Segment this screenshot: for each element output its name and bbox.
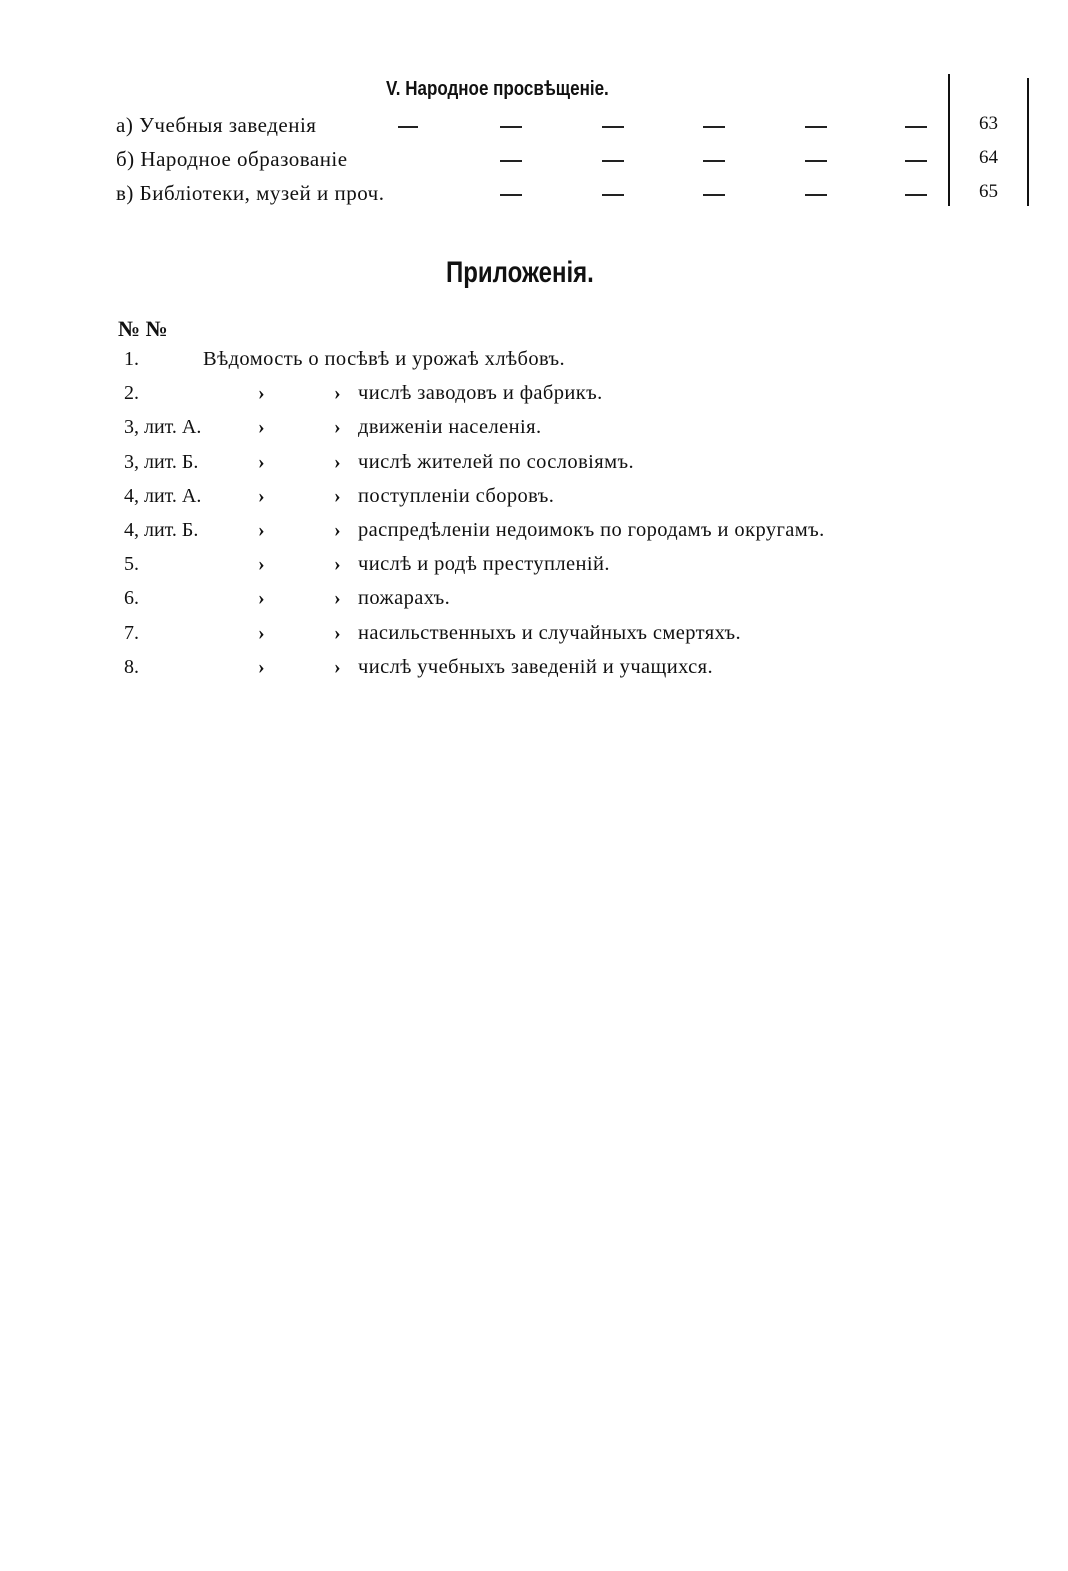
ditto-mark: › [334,553,341,576]
appendix-number: 7. [124,621,139,644]
ditto-mark: › [258,621,265,644]
dash-placeholder [602,160,624,162]
dash-placeholder [500,126,522,128]
appendix-item-text: числѣ жителей по сословіямъ. [358,450,634,473]
appendix-item-text: числѣ заводовъ и фабрикъ. [358,382,603,405]
numbers-header: № № [118,316,168,341]
ditto-mark: › [334,416,341,439]
ditto-mark: › [334,587,341,610]
appendix-item-text: Вѣдомость о посѣвѣ и урожаѣ хлѣбовъ. [203,348,566,370]
appendix-number: 2. [124,382,139,405]
page-number: 65 [979,181,998,202]
ditto-mark: › [334,382,341,405]
ditto-mark: › [334,450,341,473]
dash-placeholder [905,126,927,128]
appendix-item-text: числѣ и родѣ преступленій. [358,553,610,576]
dash-placeholder [805,160,827,162]
appendix-item-text: движеніи населенія. [358,416,542,439]
ditto-mark: › [258,416,265,439]
dash-placeholder [602,194,624,196]
ditto-mark: › [258,450,265,473]
appendix-title: Приложенія. [446,256,594,289]
dash-placeholder [805,194,827,196]
appendix-item-text: числѣ учебныхъ заведеній и учащихся. [358,655,713,678]
dash-placeholder [905,194,927,196]
dash-placeholder [602,126,624,128]
appendix-number: 6. [124,587,139,610]
column-divider [1027,78,1029,206]
dash-placeholder [703,194,725,196]
appendix-number: 3, лит. А. [124,416,202,439]
dash-placeholder [905,160,927,162]
appendix-item-text: распредѣленіи недоимокъ по городамъ и округамъ. [358,519,825,541]
ditto-mark: › [258,382,265,405]
ditto-mark: › [258,655,265,678]
ditto-mark: › [334,655,341,678]
dash-placeholder [703,126,725,128]
appendix-number: 8. [124,655,139,678]
appendix-number: 4, лит. А. [124,484,202,507]
section-row-label: в) Библіотеки, музей и проч. [116,181,385,205]
appendix-number: 5. [124,553,139,576]
dash-placeholder [805,126,827,128]
section-heading: V. Народное просвѣщеніе. [386,78,609,100]
ditto-mark: › [334,621,341,644]
appendix-item-text: поступленіи сборовъ. [358,484,555,507]
section-row-label: б) Народное образованіе [116,147,348,171]
appendix-number: 3, лит. Б. [124,450,199,473]
dash-placeholder [398,126,418,128]
ditto-mark: › [258,587,265,610]
ditto-mark: › [258,484,265,507]
section-row-label: а) Учебныя заведенія [116,113,317,137]
dash-placeholder [703,160,725,162]
column-divider [948,74,950,206]
dash-placeholder [500,160,522,162]
ditto-mark: › [258,519,265,541]
ditto-mark: › [334,484,341,507]
ditto-mark: › [334,519,341,541]
ditto-mark: › [258,553,265,576]
appendix-item-text: пожарахъ. [358,587,451,610]
page-number: 64 [979,147,998,168]
page-number: 63 [979,113,998,134]
dash-placeholder [500,194,522,196]
appendix-number: 4, лит. Б. [124,519,199,541]
appendix-number: 1. [124,348,139,370]
appendix-item-text: насильственныхъ и случайныхъ смертяхъ. [358,621,741,644]
